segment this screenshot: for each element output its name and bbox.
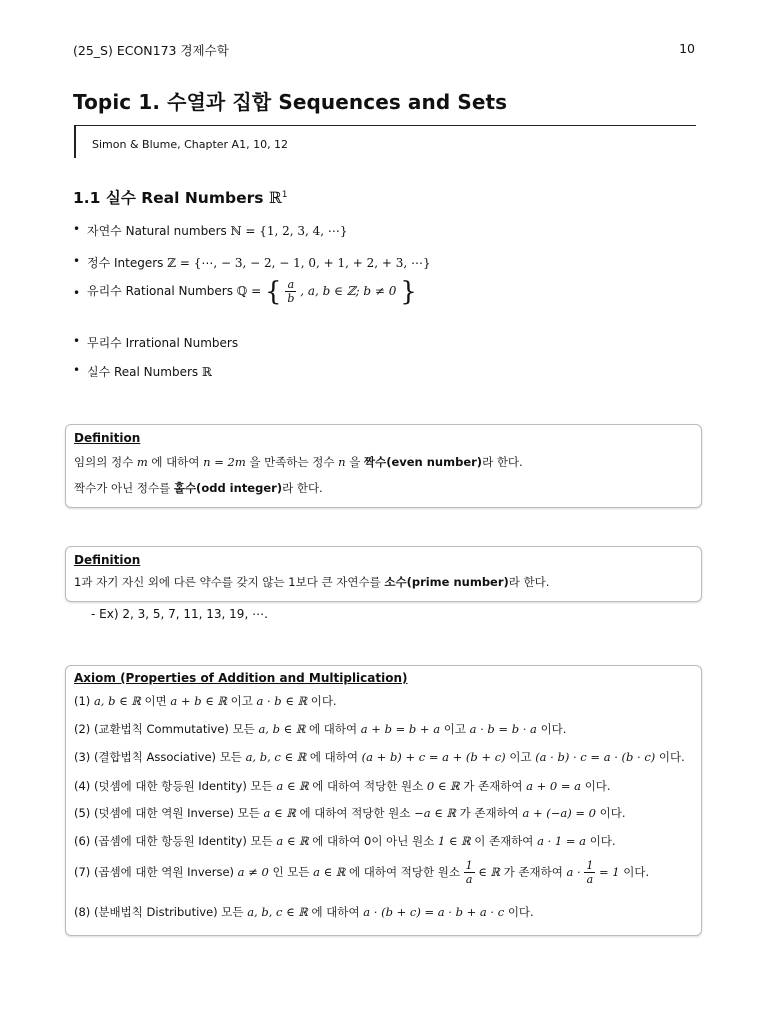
axiom-item: (4) (덧셈에 대한 항등원 Identity) 모든 a ∈ ℝ 에 대하여 적당한 원소 0 ∈ ℝ 가 존재하여 a + 0 = a 이다. [74, 779, 611, 793]
axiom-box [65, 665, 702, 936]
axiom-item: (1) a, b ∈ ℝ 이면 a + b ∈ ℝ 이고 a · b ∈ ℝ 이다. [74, 694, 337, 708]
axiom-item: (7) (곱셈에 대한 역원 Inverse) a ≠ 0 인 모든 a ∈ ℝ 에 대하여 적당한 원소 $\frac{1}{a}$ ∈ ℝ 가 존재하여 a · $\frac{1}{a}$ = 1 이다. [74, 859, 650, 886]
definition-line: 짝수가 아닌 정수를 홀수(odd integer)라 한다. [74, 481, 323, 495]
list-item: • 무리수 Irrational Numbers [73, 334, 238, 351]
definition-box-even-odd [65, 424, 702, 508]
list-item: • 실수 Real Numbers ℝ [73, 363, 212, 380]
axiom-item: (8) (분배법칙 Distributive) 모든 a, b, c ∈ ℝ 에 대하여 a · (b + c) = a · b + a · c 이다. [74, 905, 534, 919]
axiom-item: (3) (결합법칙 Associative) 모든 a, b, c ∈ ℝ 에 대하여 (a + b) + c = a + (b + c) 이고 (a · b) · c = a · (b · c) 이다. [74, 750, 685, 764]
left-brace: { [264, 276, 282, 307]
real-symbol: ℝ [268, 189, 282, 207]
page-header [73, 41, 695, 59]
axiom-title: Axiom (Properties of Addition and Multiplication) [74, 671, 408, 685]
page-number: 10 [679, 41, 695, 56]
definition-box-prime [65, 546, 702, 602]
course-label: (25_S) ECON173 경제수학 [73, 43, 229, 58]
reference-box [74, 125, 696, 158]
page-title: Topic 1. 수열과 집합 Sequences and Sets [73, 90, 508, 114]
list-item: • 유리수 Rational Numbers ℚ = { $\frac{a}{b}$ , a, b ∈ ℤ; b ≠ 0 } [73, 286, 417, 320]
fraction: $\frac{a}{b}$ [287, 278, 295, 305]
axiom-item: (6) (곱셈에 대한 항등원 Identity) 모든 a ∈ ℝ 에 대하여 0이 아닌 원소 1 ∈ ℝ 이 존재하여 a · 1 = a 이다. [74, 834, 616, 848]
fraction: $\frac{1}{a}$ [586, 859, 594, 886]
definition-line: 1과 자기 자신 외에 다른 약수를 갖지 않는 1보다 큰 자연수를 소수(prime number)라 한다. [74, 575, 550, 589]
definition-title: Definition [74, 431, 141, 445]
section-heading [73, 186, 287, 208]
axiom-item: (5) (덧셈에 대한 역원 Inverse) 모든 a ∈ ℝ 에 대하여 적당한 원소 −a ∈ ℝ 가 존재하여 a + (−a) = 0 이다. [74, 806, 626, 820]
footnote-marker: 1 [281, 189, 288, 200]
reference-text: Simon & Blume, Chapter A1, 10, 12 [92, 138, 289, 151]
definition-title: Definition [74, 553, 141, 567]
prime-example: - Ex) 2, 3, 5, 7, 11, 13, 19, ⋯. [91, 607, 268, 621]
fraction: $\frac{1}{a}$ [465, 859, 473, 886]
list-item: • 자연수 Natural numbers ℕ = {1, 2, 3, 4, ⋯} [73, 222, 348, 239]
axiom-item: (2) (교환법칙 Commutative) 모든 a, b ∈ ℝ 에 대하여 a + b = b + a 이고 a · b = b · a 이다. [74, 722, 567, 736]
list-item: • 정수 Integers ℤ = {⋯, − 3, − 2, − 1, 0, + 1, + 2, + 3, ⋯} [73, 254, 431, 271]
right-brace: } [400, 276, 417, 307]
definition-line: 임의의 정수 m 에 대하여 n = 2m 을 만족하는 정수 n 을 짝수(even number)라 한다. [74, 455, 523, 469]
section-label: 1.1 실수 Real Numbers [73, 189, 264, 207]
